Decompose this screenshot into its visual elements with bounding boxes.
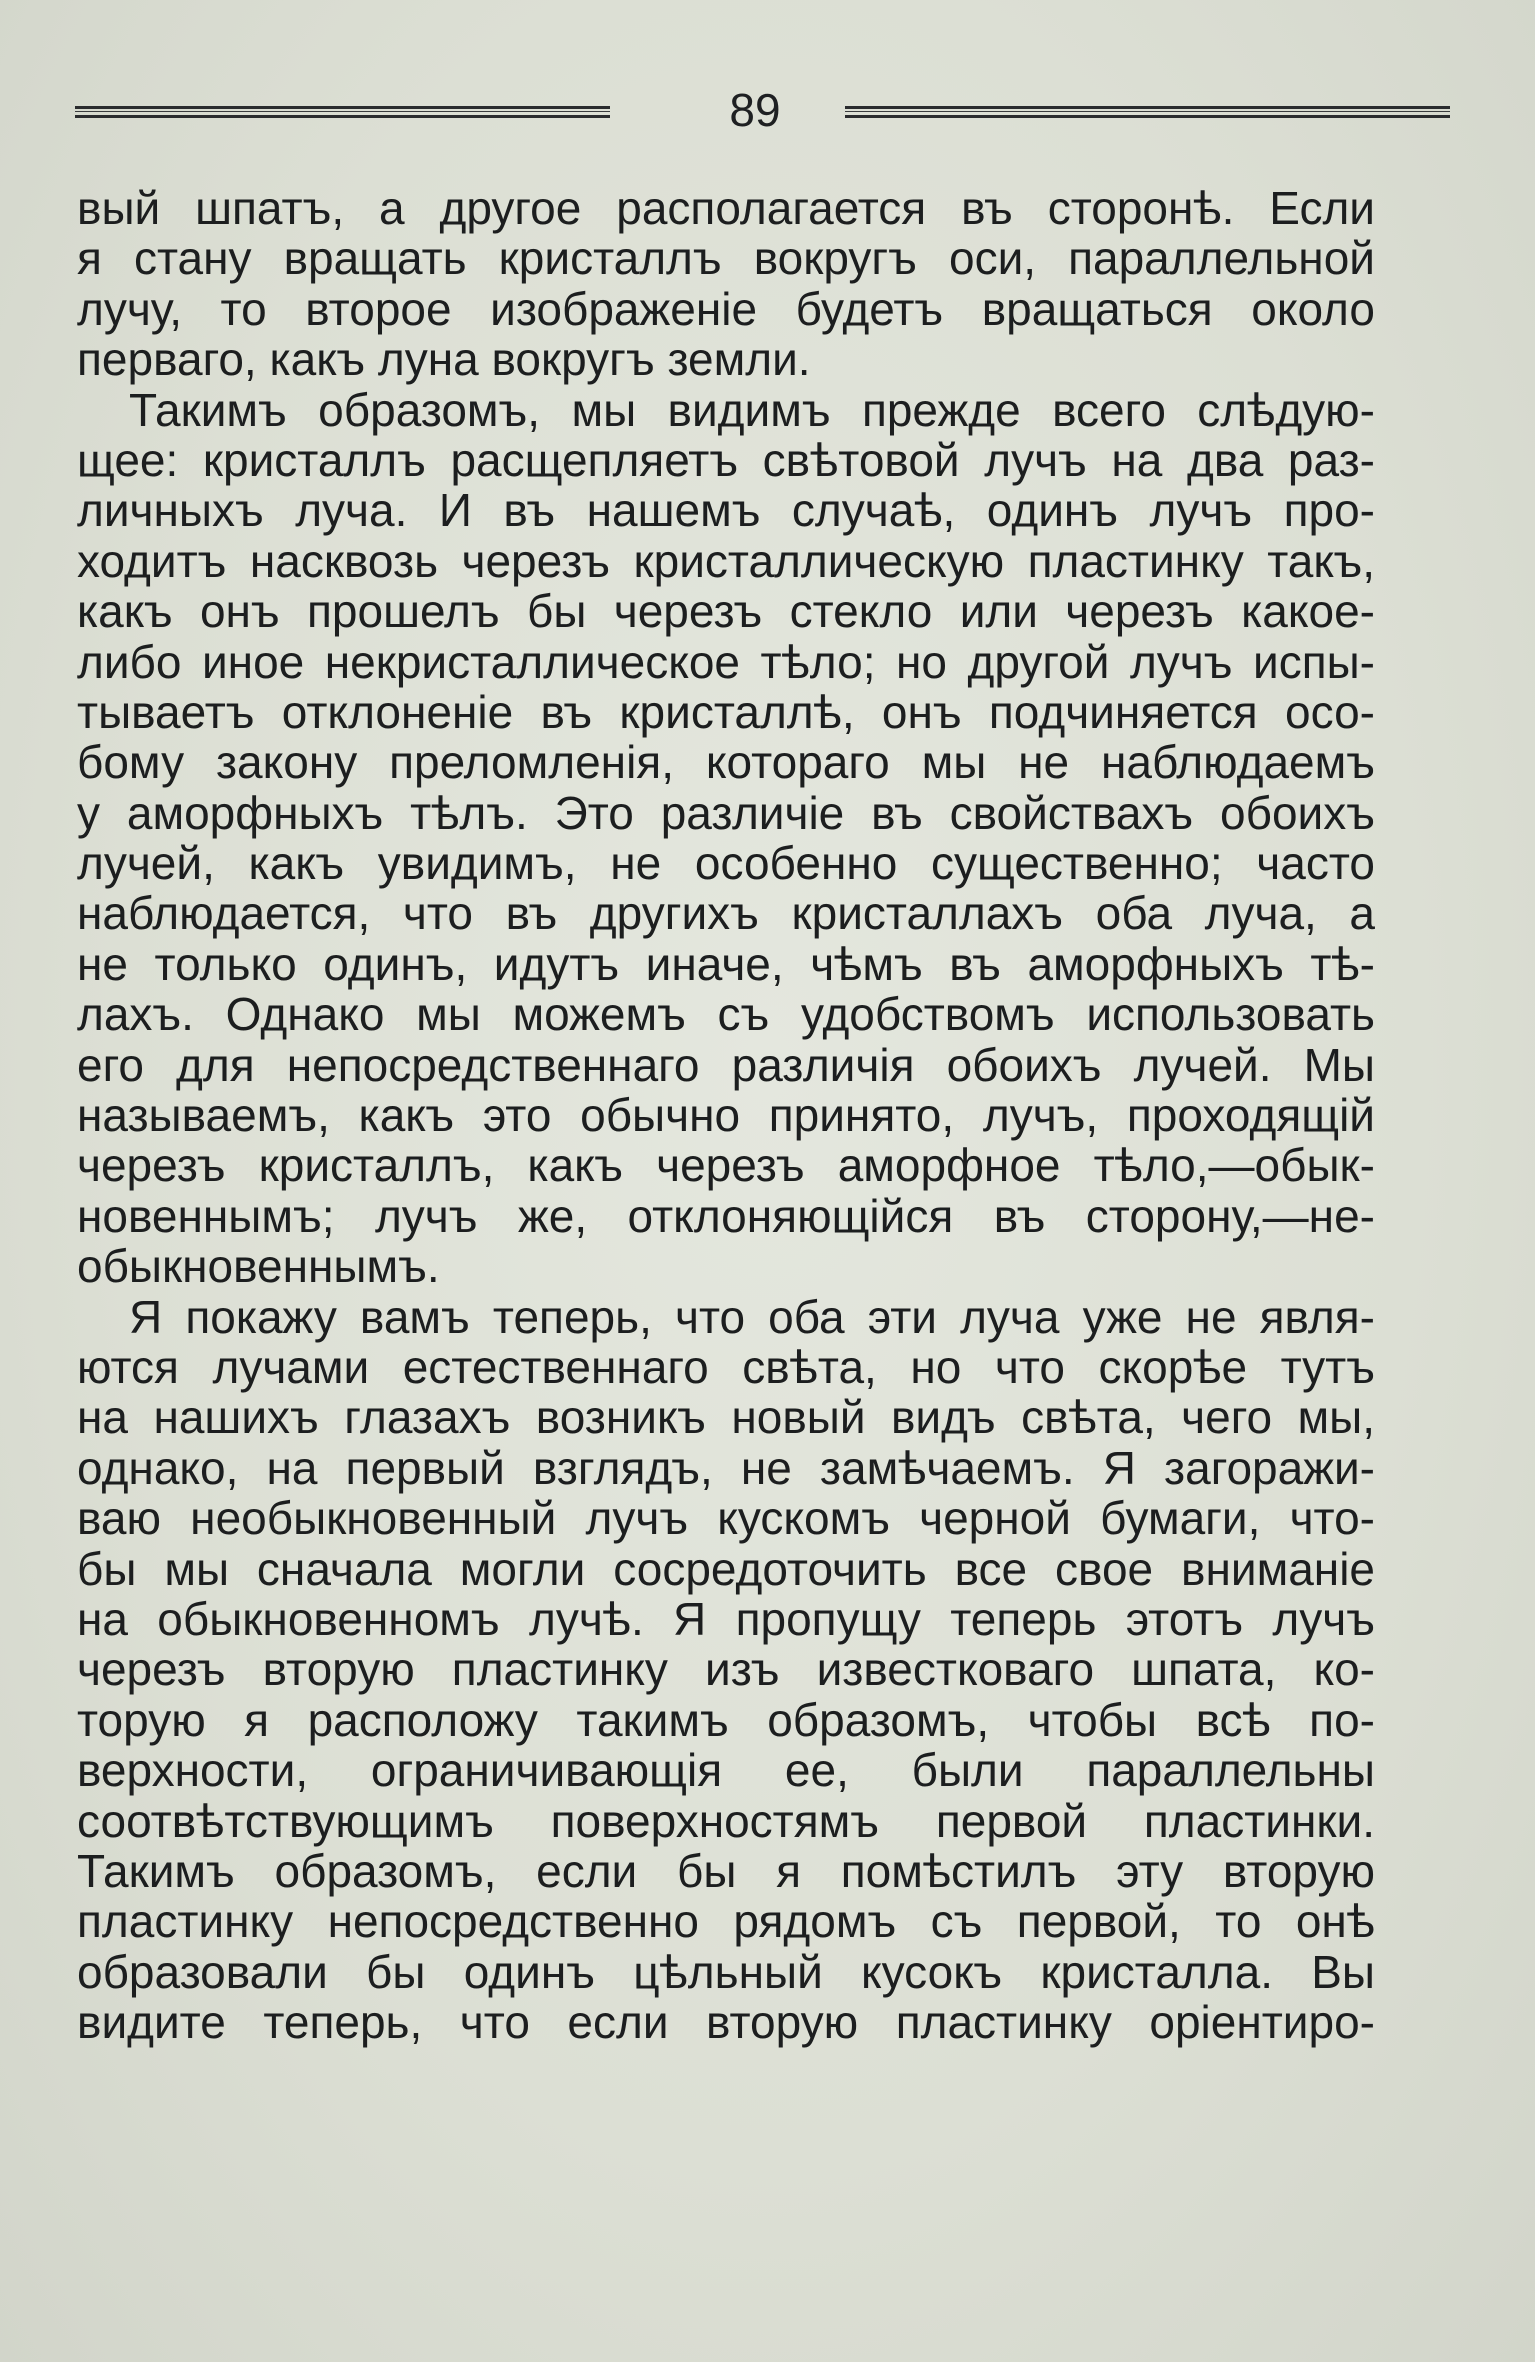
header-rule-right bbox=[845, 106, 1450, 118]
text-line: Такимъ образомъ, если бы я помѣстилъ эту вторую bbox=[77, 1844, 1375, 1897]
text-line: либо иное некристаллическое тѣло; но другой лучъ испы- bbox=[77, 635, 1375, 688]
text-line: ваю необыкновенный лучъ кускомъ черной бумаги, что- bbox=[77, 1492, 1375, 1545]
header-rule-left bbox=[75, 106, 610, 118]
text-line: торую я расположу такимъ образомъ, чтобы всѣ по- bbox=[77, 1693, 1375, 1746]
text-line: называемъ, какъ это обычно принято, лучъ, проходящій bbox=[77, 1089, 1375, 1142]
text-line: его для непосредственнаго различія обоихъ лучей. Мы bbox=[77, 1038, 1375, 1091]
text-line: наблюдается, что въ другихъ кристаллахъ оба луча, а bbox=[77, 887, 1375, 940]
text-line: черезъ вторую пластинку изъ известковаго шпата, ко- bbox=[77, 1643, 1375, 1696]
page-number: 89 bbox=[729, 84, 781, 136]
text-line: ются лучами естественнаго свѣта, но что скорѣе тутъ bbox=[77, 1340, 1375, 1393]
text-line: верхности, ограничивающія ее, были параллельны bbox=[77, 1744, 1375, 1797]
text-line: пластинку непосредственно рядомъ съ первой, то онѣ bbox=[77, 1895, 1375, 1948]
text-line: тываетъ отклоненіе въ кристаллѣ, онъ подчиняется осо- bbox=[77, 685, 1375, 738]
text-line: какъ онъ прошелъ бы черезъ стекло или черезъ какое- bbox=[77, 585, 1375, 638]
text-line: Я покажу вамъ теперь, что оба эти луча уже не явля- bbox=[129, 1290, 1375, 1343]
page-header bbox=[75, 80, 1375, 140]
text-line: щее: кристаллъ расщепляетъ свѣтовой лучъ на два раз- bbox=[77, 433, 1375, 486]
text-line: обыкновеннымъ. bbox=[77, 1240, 440, 1293]
text-line: соотвѣтствующимъ поверхностямъ первой пластинки. bbox=[77, 1794, 1375, 1847]
text-line: на нашихъ глазахъ возникъ новый видъ свѣта, чего мы, bbox=[77, 1391, 1375, 1444]
text-line: не только одинъ, идутъ иначе, чѣмъ въ аморфныхъ тѣ- bbox=[77, 937, 1375, 990]
body-text bbox=[77, 183, 1375, 2047]
text-line: у аморфныхъ тѣлъ. Это различіе въ свойствахъ обоихъ bbox=[77, 786, 1375, 839]
text-line: однако, на первый взглядъ, не замѣчаемъ. Я загоражи- bbox=[77, 1441, 1375, 1494]
text-line: Такимъ образомъ, мы видимъ прежде всего слѣдую- bbox=[129, 383, 1375, 436]
text-line: новеннымъ; лучъ же, отклоняющійся въ сторону,—не- bbox=[77, 1189, 1375, 1242]
text-line: я стану вращать кристаллъ вокругъ оси, параллельной bbox=[77, 232, 1375, 285]
text-line: лучей, какъ увидимъ, не особенно существенно; часто bbox=[77, 837, 1375, 890]
text-line: ходитъ насквозь черезъ кристаллическую пластинку такъ, bbox=[77, 534, 1375, 587]
text-line: лахъ. Однако мы можемъ съ удобствомъ использовать bbox=[77, 988, 1375, 1041]
text-line: бы мы сначала могли сосредоточить все свое вниманіе bbox=[77, 1542, 1375, 1595]
text-line: черезъ кристаллъ, какъ черезъ аморфное тѣло,—обык- bbox=[77, 1139, 1375, 1192]
text-line: видите теперь, что если вторую пластинку оріентиро- bbox=[77, 1996, 1375, 2049]
text-line: лучу, то второе изображеніе будетъ вращаться около bbox=[77, 282, 1375, 335]
text-line: бому закону преломленія, котораго мы не наблюдаемъ bbox=[77, 736, 1375, 789]
text-line: вый шпатъ, а другое располагается въ сторонѣ. Если bbox=[77, 182, 1375, 234]
text-line: образовали бы одинъ цѣльный кусокъ кристалла. Вы bbox=[77, 1945, 1375, 1998]
text-line: личныхъ луча. И въ нашемъ случаѣ, одинъ лучъ про- bbox=[77, 484, 1375, 537]
text-line: перваго, какъ луна вокругъ земли. bbox=[77, 333, 811, 386]
text-line: на обыкновенномъ лучѣ. Я пропущу теперь этотъ лучъ bbox=[77, 1592, 1375, 1645]
